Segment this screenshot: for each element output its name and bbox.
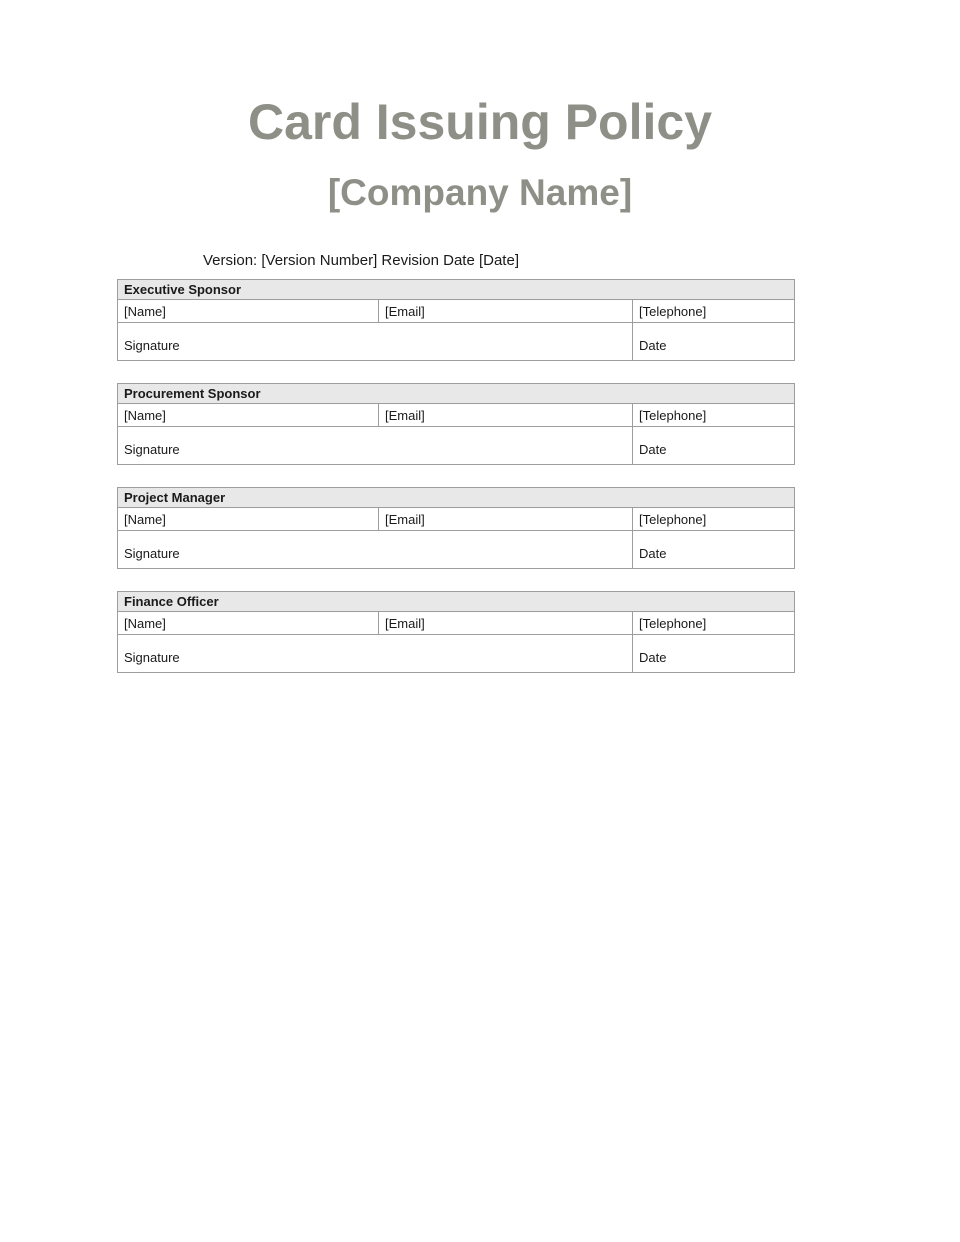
date-cell[interactable]: Date — [633, 531, 795, 569]
section-header: Executive Sponsor — [118, 280, 795, 300]
name-cell[interactable]: [Name] — [118, 612, 379, 635]
telephone-cell[interactable]: [Telephone] — [633, 404, 795, 427]
version-revision-line[interactable]: Version: [Version Number] Revision Date [Date] — [203, 252, 519, 270]
name-cell[interactable]: [Name] — [118, 404, 379, 427]
section-header: Project Manager — [118, 488, 795, 508]
date-cell[interactable]: Date — [633, 323, 795, 361]
signature-cell[interactable]: Signature — [118, 323, 633, 361]
approval-table-executive-sponsor — [117, 279, 795, 361]
signature-cell[interactable]: Signature — [118, 635, 633, 673]
company-name-placeholder[interactable]: [Company Name] — [327, 171, 633, 213]
section-header: Procurement Sponsor — [118, 384, 795, 404]
section-header: Finance Officer — [118, 592, 795, 612]
document-title: Card Issuing Policy — [247, 94, 712, 150]
approval-table-project-manager — [117, 487, 795, 569]
email-cell[interactable]: [Email] — [379, 300, 633, 323]
name-cell[interactable]: [Name] — [118, 508, 379, 531]
telephone-cell[interactable]: [Telephone] — [633, 508, 795, 531]
date-cell[interactable]: Date — [633, 635, 795, 673]
telephone-cell[interactable]: [Telephone] — [633, 612, 795, 635]
signature-cell[interactable]: Signature — [118, 531, 633, 569]
approval-table-finance-officer — [117, 591, 795, 673]
email-cell[interactable]: [Email] — [379, 612, 633, 635]
email-cell[interactable]: [Email] — [379, 508, 633, 531]
date-cell[interactable]: Date — [633, 427, 795, 465]
signature-cell[interactable]: Signature — [118, 427, 633, 465]
name-cell[interactable]: [Name] — [118, 300, 379, 323]
telephone-cell[interactable]: [Telephone] — [633, 300, 795, 323]
approval-table-procurement-sponsor — [117, 383, 795, 465]
email-cell[interactable]: [Email] — [379, 404, 633, 427]
